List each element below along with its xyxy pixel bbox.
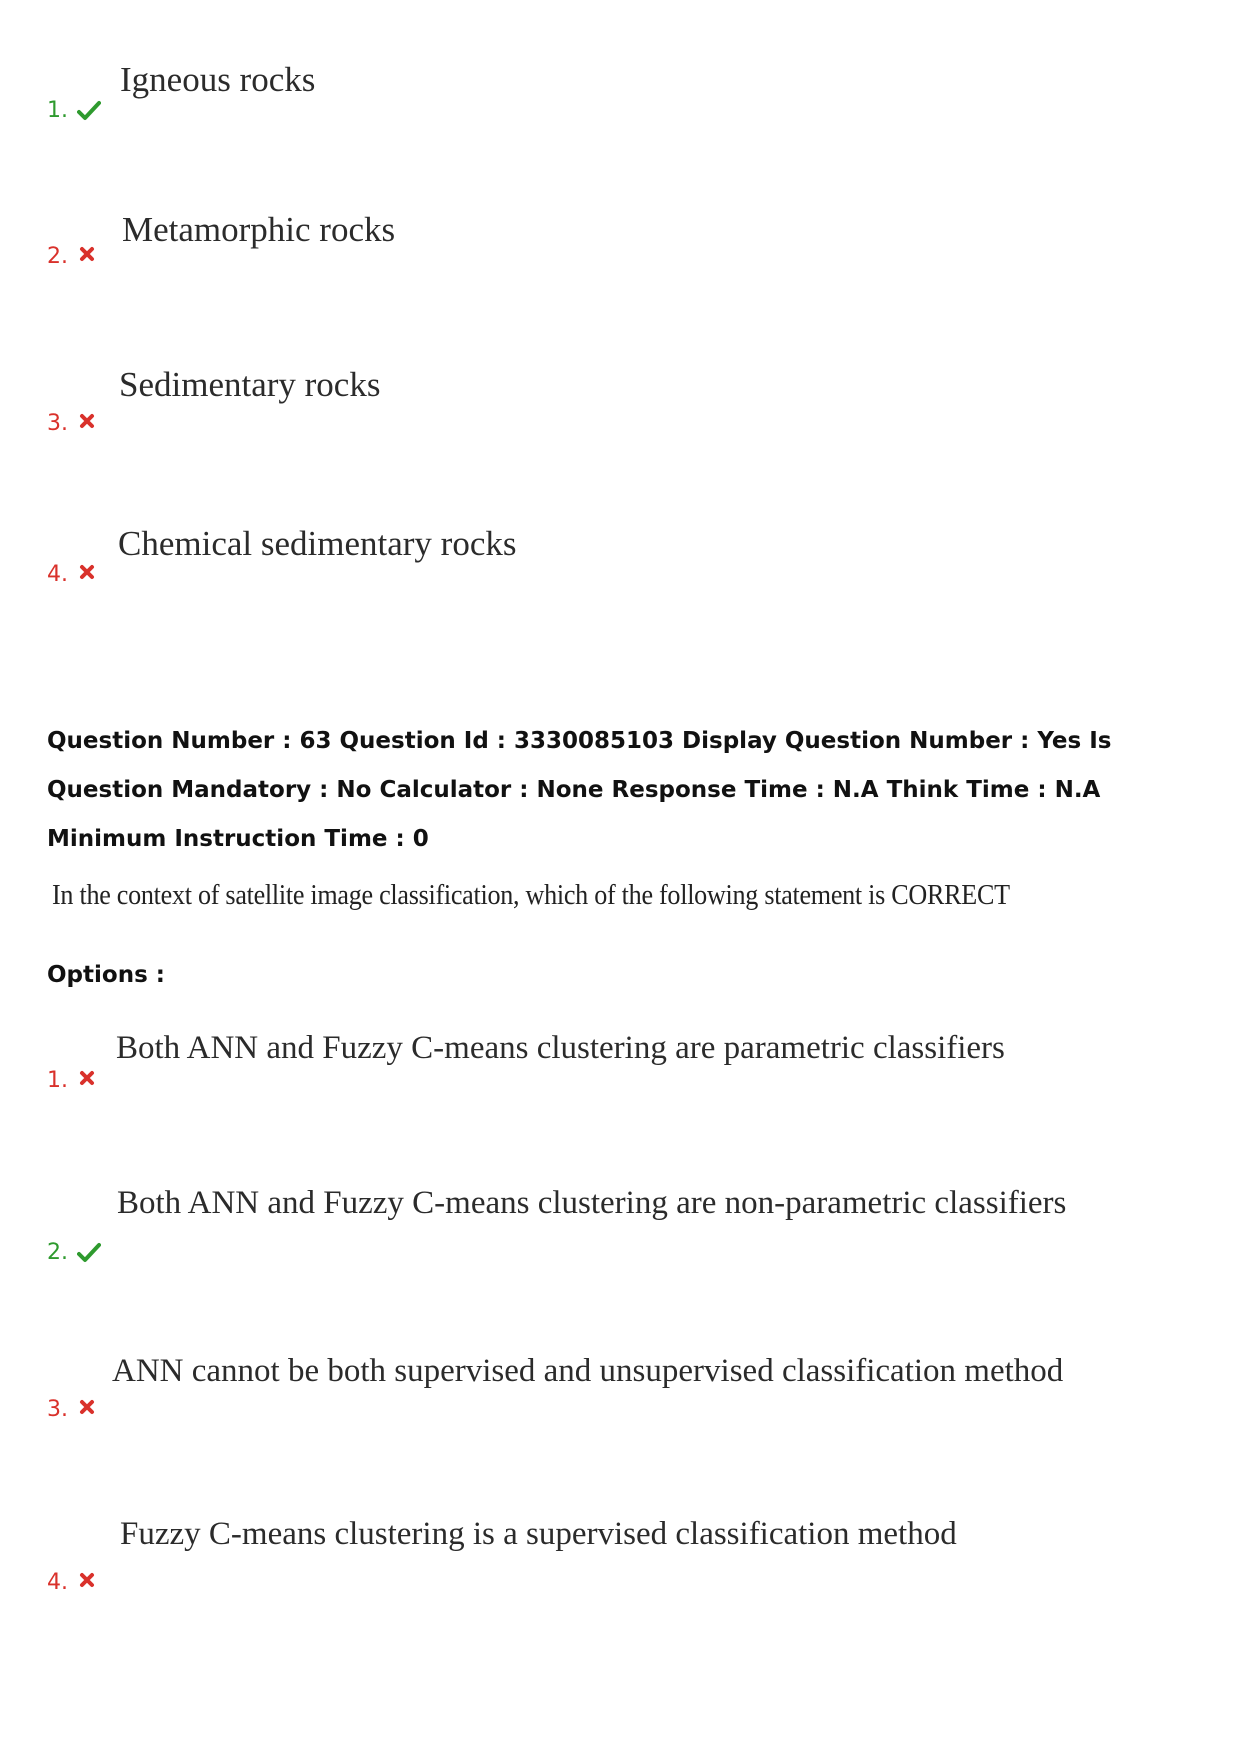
option-row xyxy=(0,1353,1240,1443)
option-text: Metamorphic rocks xyxy=(122,210,396,249)
option-row xyxy=(0,1030,1240,1120)
question-text: In the context of satellite image classification, which of the following statement is CORRECT xyxy=(52,879,1010,911)
question-meta: Question Number : 63 Question Id : 3330085103 Display Question Number : Yes Is Question Mandatory : No Calculator : None Response Time : N.A Think Time : N.A Minimum Instruction Time : 0 xyxy=(47,728,1112,852)
cross-icon xyxy=(79,1070,95,1086)
options-label: Options : xyxy=(47,962,165,988)
option-row xyxy=(0,1516,1240,1606)
option-number: 1. xyxy=(47,1068,68,1093)
cross-icon xyxy=(79,1572,95,1588)
option-row xyxy=(0,365,1240,455)
option-row xyxy=(0,524,1240,614)
cross-icon xyxy=(79,246,95,262)
option-number: 3. xyxy=(47,1397,68,1422)
option-text: Both ANN and Fuzzy C-means clustering are non-parametric classifiers xyxy=(117,1185,1067,1221)
option-text: ANN cannot be both supervised and unsupervised classification method xyxy=(112,1353,1064,1389)
cross-icon xyxy=(79,413,95,429)
option-text: Chemical sedimentary rocks xyxy=(118,524,517,563)
option-row xyxy=(0,1185,1240,1275)
option-row xyxy=(0,60,1240,150)
option-text: Sedimentary rocks xyxy=(119,365,381,404)
option-number: 2. xyxy=(47,1240,68,1265)
option-number: 4. xyxy=(47,562,68,587)
option-row xyxy=(0,208,1240,298)
option-number: 2. xyxy=(47,244,68,269)
option-number: 4. xyxy=(47,1570,68,1595)
check-icon xyxy=(77,100,101,122)
cross-icon xyxy=(79,1399,95,1415)
cross-icon xyxy=(79,564,95,580)
option-text: Both ANN and Fuzzy C-means clustering are parametric classifiers xyxy=(116,1030,1005,1066)
option-text: Igneous rocks xyxy=(120,60,316,99)
check-icon xyxy=(77,1242,101,1264)
option-number: 3. xyxy=(47,411,68,436)
option-text: Fuzzy C-means clustering is a supervised classification method xyxy=(120,1516,957,1552)
option-number: 1. xyxy=(47,98,68,123)
